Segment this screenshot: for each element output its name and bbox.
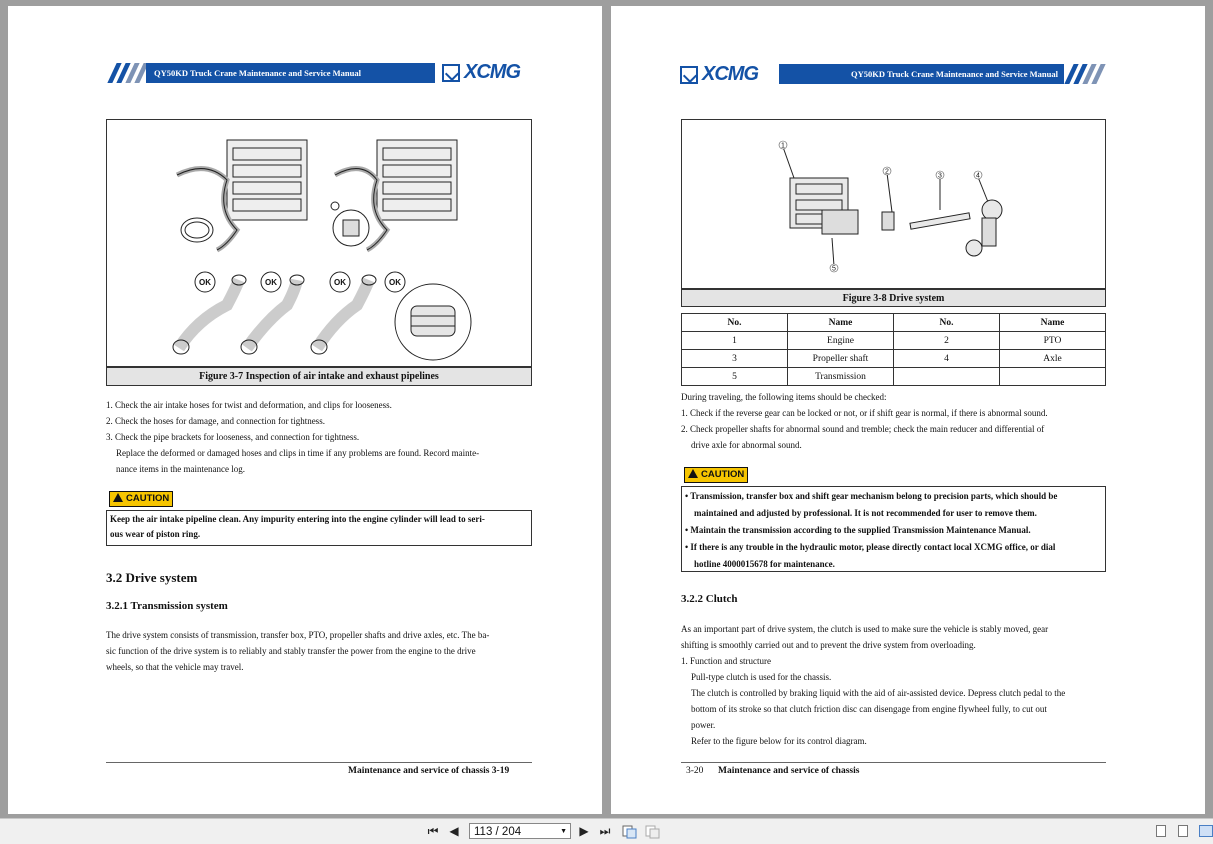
clutch-section: As an important part of drive system, the clutch is used to make sure the vehicle is stably moved, gear shifting is smoothly carried out and to prevent the drive system from overloading. 1. Function and structure Pull-type clutch is used for the chassis. The clutch is controlled by braking liquid with the aid of air-assisted device. Depress clutch pedal to the bottom of its stroke so that clutch friction disc can disengage from engine flywheel fully, to cut out power. Refer to the figure below for its control diagram. (681, 624, 1066, 746)
xcmg-logo: XCMG (680, 64, 772, 86)
subsection-title: 3.2.1 Transmission system (106, 600, 228, 612)
bullet-item: • Maintain the transmission according to the supplied Transmission Maintenance Manual. (685, 525, 1031, 535)
list-item: 1. Check the air intake hoses for twist and deformation, and clips for looseness. (106, 400, 392, 410)
callout-number: 2 (885, 168, 889, 176)
first-page-button[interactable]: ⏮ (427, 824, 439, 838)
next-page-button[interactable]: ▶ (579, 824, 589, 838)
callout-number: 4 (976, 172, 980, 180)
list-item: 2. Check the hoses for damage, and connection for tightness. (106, 416, 325, 426)
bullet-item: • Transmission, transfer box and shift gear mechanism belong to precision parts, which should be (685, 491, 1058, 501)
warning-icon (113, 493, 123, 502)
bullet-item: • If there is any trouble in the hydraulic motor, please directly contact local XCMG office, or dial (685, 542, 1056, 552)
ok-label: OK (199, 278, 211, 287)
header-title: QY50KD Truck Crane Maintenance and Service Manual (779, 64, 1064, 84)
inspection-list (106, 397, 536, 477)
two-page-view-icon[interactable] (1199, 825, 1213, 837)
table-row: 3 Propeller shaft 4 Axle (682, 350, 1106, 368)
previous-page-button[interactable]: ◀ (449, 824, 459, 838)
single-page-view-icon[interactable] (1156, 825, 1166, 837)
copy-page-icon[interactable] (622, 825, 638, 839)
drive-system-paragraph: The drive system consists of transmission, transfer box, PTO, propeller shafts and drive axles, etc. The ba- sic function of the drive system is to reliably and stably transfer the power from the engine to the drive wheels, so that the vehicle may travel. (106, 630, 490, 672)
figure-image (106, 119, 532, 367)
caution-note: Keep the air intake pipeline clean. Any impurity entering into the engine cylinder will lead to seri- ous wear of piston ring. (106, 510, 532, 546)
callout-number: 1 (781, 142, 785, 150)
table-row: 1 Engine 2 PTO (682, 332, 1106, 350)
list-item: 1. Check if the reverse gear can be locked or not, or if shift gear is normal, if there is abnormal sound. (681, 408, 1048, 418)
table-row: 5 Transmission (682, 368, 1106, 386)
caution-note: • Transmission, transfer box and shift gear mechanism belong to precision parts, which should be maintained and adjusted by professional. It is not recommended for user to remove them. • Maintain the transmission according to the supplied Transmission Maintenance Manual. • If there is any trouble in the hydraulic motor, please directly contact local XCMG office, or dial hotline 4000015678 for maintenance. (681, 486, 1106, 572)
last-page-button[interactable]: ⏭ (599, 824, 611, 838)
callout-number: 5 (832, 265, 836, 273)
paragraph-line: nance items in the maintenance log. (116, 464, 245, 474)
table-header-row: No. Name No. Name (682, 314, 1106, 332)
section-title: 3.2 Drive system (106, 570, 198, 585)
warning-icon (688, 469, 698, 478)
ok-label: OK (334, 278, 346, 287)
callout-number: 3 (938, 172, 942, 180)
continuous-view-icon[interactable] (1178, 825, 1188, 837)
parts-table (681, 313, 1106, 386)
list-item: 2. Check propeller shafts for abnormal sound and tremble; check the main reducer and differential of (681, 424, 1045, 434)
footer-divider (106, 762, 532, 763)
caution-badge: CAUTION (109, 491, 173, 507)
figure-caption: Figure 3-7 Inspection of air intake and exhaust pipelines (106, 367, 532, 386)
page-footer: Maintenance and service of chassis (718, 766, 860, 776)
caution-badge: CAUTION (684, 467, 748, 483)
xcmg-logo: XCMG (442, 62, 534, 84)
list-item: 3. Check the pipe brackets for looseness, and connection for tightness. (106, 432, 360, 442)
drive-system-illustration (682, 120, 1105, 288)
page-number-input[interactable]: 113 / 204 ▼ (469, 823, 571, 839)
header-title: QY50KD Truck Crane Maintenance and Service Manual (146, 63, 435, 83)
right-page (611, 6, 1205, 814)
traveling-checks: During traveling, the following items should be checked: 1. Check if the reverse gear can be locked or not, or if shift gear is normal, if there is abnormal sound. 2. Check propeller shafts for abnormal sound and tremble; check the main reducer and differential of drive axle for abnormal sound. (681, 389, 1111, 453)
subsection-title: 3.2.2 Clutch (681, 593, 738, 605)
engine-pipelines-illustration (107, 120, 531, 366)
figure-image (681, 119, 1106, 289)
page-number: 3-20 (686, 766, 704, 776)
paste-page-icon[interactable] (645, 825, 661, 839)
ok-label: OK (389, 278, 401, 287)
chevron-down-icon[interactable]: ▼ (560, 828, 567, 835)
left-page (8, 6, 602, 814)
ok-label: OK (265, 278, 277, 287)
footer-divider (681, 762, 1106, 763)
page-footer: Maintenance and service of chassis 3-19 (348, 766, 510, 776)
figure-caption: Figure 3-8 Drive system (681, 289, 1106, 307)
viewer-toolbar (0, 818, 1213, 844)
paragraph-line: Replace the deformed or damaged hoses and clips in time if any problems are found. Record mainte- (116, 448, 480, 458)
